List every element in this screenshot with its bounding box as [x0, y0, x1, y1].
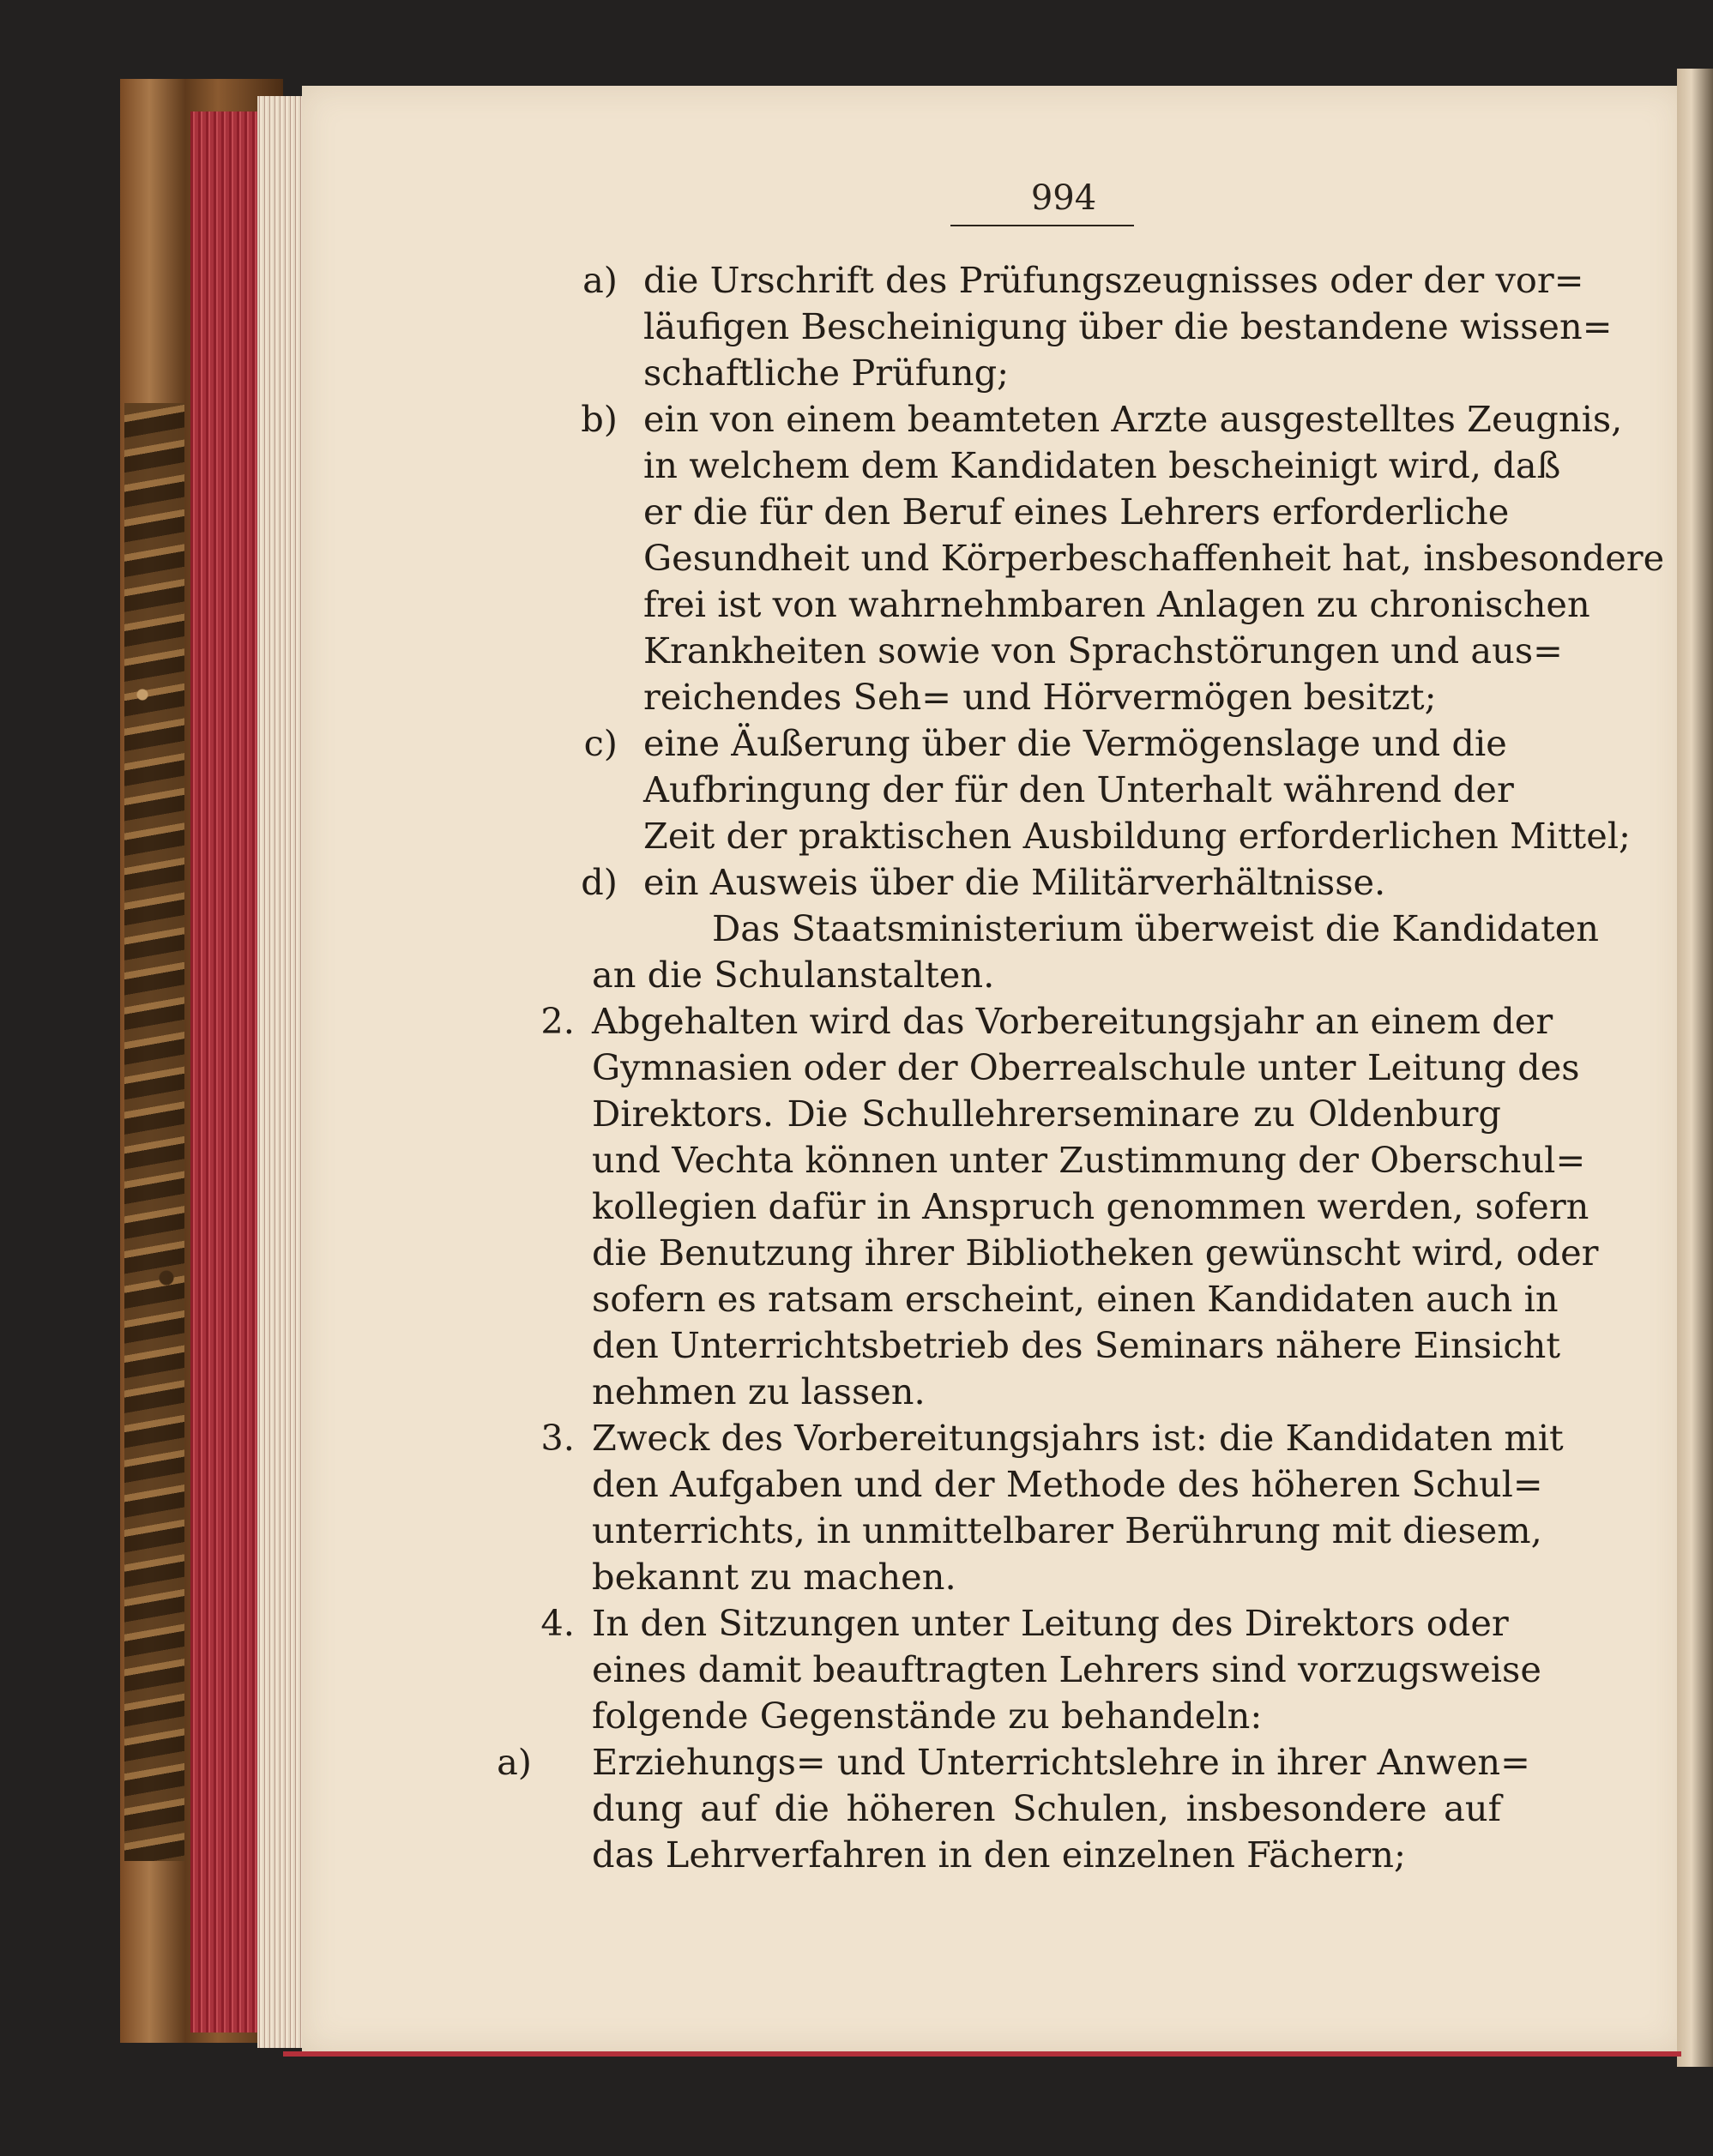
text-line — [592, 767, 1514, 813]
line-text: die Urschrift des Prüfungszeugnisses oder der vor= — [643, 259, 1584, 301]
line-text: Gesundheit und Körperbeschaffenheit hat, insbesondere — [643, 537, 1665, 579]
line-text: in welchem dem Kandidaten bescheinigt wird, daß — [643, 444, 1561, 486]
line-text: eine Äußerung über die Vermögenslage und die — [643, 722, 1507, 764]
text-line — [592, 1461, 1543, 1508]
line-text: reichendes Seh= und Hörvermögen besitzt; — [643, 676, 1437, 718]
line-text: dung auf die höheren Schulen, insbesondere auf — [592, 1787, 1501, 1829]
text-line — [583, 720, 1507, 767]
right-page-edge — [1677, 69, 1713, 2067]
text-line — [592, 1045, 1580, 1091]
marbled-cover — [124, 403, 184, 1861]
text-line — [581, 859, 1501, 906]
text-line — [592, 535, 1665, 581]
text-line — [497, 1739, 1530, 1786]
line-text: ein Ausweis über die Militärverhältnisse. — [643, 861, 1386, 903]
text-line — [592, 1183, 1589, 1230]
line-text: folgende Gegenstände zu behandeln: — [592, 1695, 1263, 1737]
text-line — [592, 1832, 1501, 1878]
line-text: die Benutzung ihrer Bibliotheken gewünscht wird, oder — [592, 1232, 1599, 1274]
line-text: und Vechta können unter Zustimmung der Oberschul= — [592, 1139, 1586, 1181]
text-line — [592, 350, 1501, 396]
line-text: Krankheiten sowie von Sprachstörungen und aus= — [643, 629, 1563, 671]
text-line — [540, 1600, 1509, 1647]
list-marker: 4. — [540, 1602, 575, 1644]
text-line — [592, 1786, 1501, 1832]
line-text: ein von einem beamteten Arzte ausgestelltes Zeugnis, — [643, 398, 1623, 440]
list-marker: d) — [581, 861, 618, 903]
text-line — [540, 998, 1553, 1045]
text-line — [592, 906, 1599, 952]
text-line — [592, 443, 1561, 489]
line-text: unterrichts, in unmittelbarer Berührung mit diesem, — [592, 1509, 1542, 1551]
line-text: er die für den Beruf eines Lehrers erforderliche — [643, 491, 1510, 533]
body-text — [497, 257, 1665, 1878]
line-text: läufigen Bescheinigung über die bestandene wissen= — [643, 305, 1613, 347]
text-line — [592, 581, 1590, 628]
text-line — [592, 1276, 1559, 1322]
list-marker: b) — [581, 398, 618, 440]
text-line — [592, 952, 1501, 998]
text-line — [592, 628, 1563, 674]
text-line — [592, 1693, 1501, 1739]
line-text: bekannt zu machen. — [592, 1556, 956, 1598]
text-line — [592, 489, 1510, 535]
line-text: Zeit der praktischen Ausbildung erforderlichen Mittel; — [643, 815, 1632, 857]
line-text: In den Sitzungen unter Leitung des Direktors oder — [592, 1602, 1509, 1644]
text-line — [592, 1369, 1501, 1415]
text-line — [592, 1647, 1541, 1693]
text-line — [592, 1554, 1501, 1600]
text-line — [592, 1508, 1542, 1554]
line-text: das Lehrverfahren in den einzelnen Fächern; — [592, 1834, 1406, 1876]
text-line — [592, 1322, 1560, 1369]
line-text: frei ist von wahrnehmbaren Anlagen zu chronischen — [643, 583, 1590, 625]
line-text: Das Staatsministerium überweist die Kandidaten — [712, 907, 1599, 949]
text-line — [581, 396, 1623, 443]
list-marker: 3. — [540, 1417, 575, 1459]
line-text: Erziehungs= und Unterrichtslehre in ihrer Anwen= — [592, 1741, 1530, 1783]
page-number: 994 — [1030, 178, 1097, 218]
line-text: Aufbringung der für den Unterhalt während der — [643, 768, 1514, 810]
text-line — [592, 813, 1632, 859]
text-line — [592, 674, 1501, 720]
list-marker: c) — [583, 722, 618, 764]
line-text: Zweck des Vorbereitungsjahrs ist: die Kandidaten mit — [592, 1417, 1564, 1459]
page-stack — [257, 96, 309, 2048]
line-text: den Aufgaben und der Methode des höheren Schul= — [592, 1463, 1543, 1505]
bottom-edge — [283, 2051, 1681, 2057]
text-line — [592, 1091, 1501, 1137]
line-text: Gymnasien oder der Oberrealschule unter Leitung des — [592, 1046, 1580, 1088]
text-line — [592, 304, 1613, 350]
line-text: an die Schulanstalten. — [592, 954, 995, 996]
text-line — [540, 1415, 1564, 1461]
line-text: Abgehalten wird das Vorbereitungsjahr an einem der — [592, 1000, 1553, 1042]
line-text: eines damit beauftragten Lehrers sind vorzugsweise — [592, 1648, 1541, 1690]
line-text: kollegien dafür in Anspruch genommen werden, sofern — [592, 1185, 1589, 1227]
line-text: sofern es ratsam erscheint, einen Kandidaten auch in — [592, 1278, 1559, 1320]
list-marker: a) — [497, 1741, 532, 1783]
text-line — [592, 1230, 1599, 1276]
line-text: den Unterrichtsbetrieb des Seminars nähere Einsicht — [592, 1324, 1560, 1366]
list-marker: a) — [582, 259, 618, 301]
line-text: Direktors. Die Schullehrerseminare zu Oldenburg — [592, 1093, 1501, 1135]
text-line — [582, 257, 1584, 304]
line-text: schaftliche Prüfung; — [643, 352, 1010, 394]
line-text: nehmen zu lassen. — [592, 1370, 926, 1412]
page-number-rule — [950, 225, 1134, 226]
list-marker: 2. — [540, 1000, 575, 1042]
text-line — [592, 1137, 1586, 1183]
